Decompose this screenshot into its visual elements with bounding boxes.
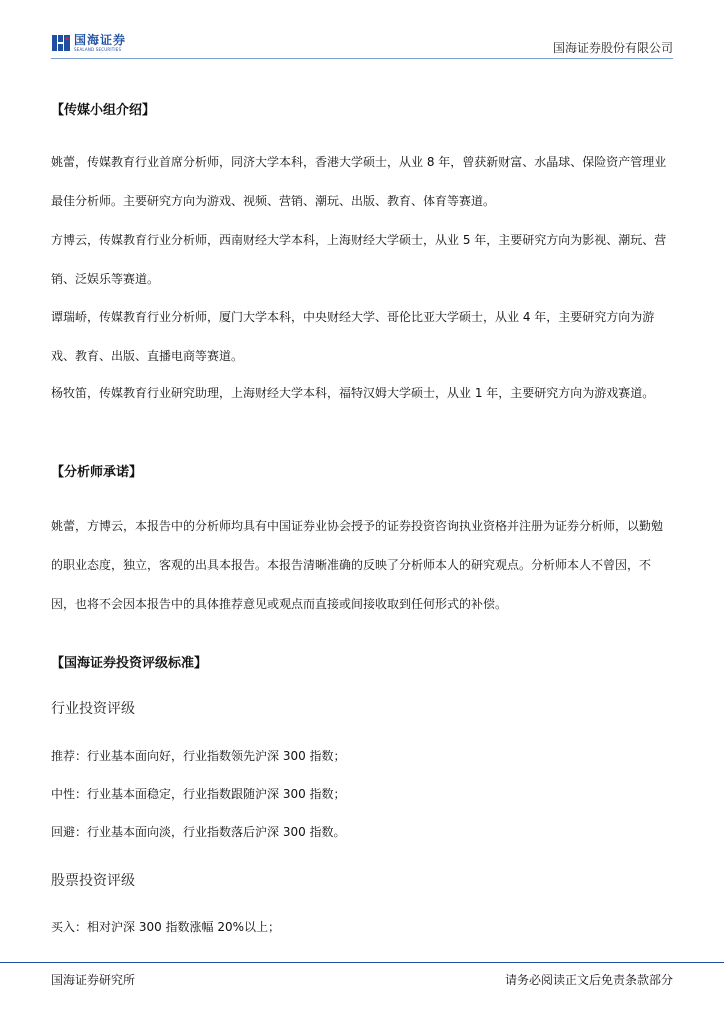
team-member-yang-mudi: 杨牧笛，传媒教育行业研究助理，上海财经大学本科，福特汉姆大学硕士，从业 1 年，主要研究方向为游戏赛道。 — [51, 386, 655, 400]
industry-rating-neutral: 中性：行业基本面稳定，行业指数跟随沪深 300 指数； — [51, 787, 346, 801]
stock-rating-buy: 买入：相对沪深 300 指数涨幅 20%以上； — [51, 920, 281, 934]
team-section-title: 【传媒小组介绍】 — [51, 103, 156, 118]
header-divider — [51, 58, 673, 59]
team-member-tan-ruiqiao: 谭瑞峤，传媒教育行业分析师，厦门大学本科，中央财经大学、哥伦比亚大学硕士，从业 4 年，主要研究方向为游戏、教育、出版、直播电商等赛道。 — [51, 310, 655, 363]
industry-rating-avoid: 回避：行业基本面向淡，行业指数落后沪深 300 指数。 — [51, 825, 346, 839]
company-name: 国海证券股份有限公司 — [552, 41, 673, 55]
commitment-text: 姚蕾，方博云，本报告中的分析师均具有中国证券业协会授予的证券投资咨询执业资格并注册为证券分析师，以勤勉的职业态度，独立，客观的出具本报告。本报告清晰准确的反映了分析师本人的研究观点。分析师本人不曾因，不因，也将不会因本报告中的具体推荐意见或观点而直接或间接收取到任何形式的补偿。 — [51, 519, 664, 611]
stock-rating-title: 股票投资评级 — [51, 873, 135, 889]
logo-wordmark — [74, 34, 126, 52]
industry-rating-recommend: 推荐：行业基本面向好，行业指数领先沪深 300 指数； — [51, 749, 346, 763]
commitment-section-title: 【分析师承诺】 — [51, 465, 143, 480]
sealand-logo-icon — [51, 33, 71, 53]
company-logo — [51, 32, 126, 54]
footer-institute: 国海证券研究所 — [51, 973, 136, 987]
team-member-yao-lei: 姚蕾，传媒教育行业首席分析师，同济大学本科，香港大学硕士，从业 8 年，曾获新财富、水晶球、保险资产管理业最佳分析师。主要研究方向为游戏、视频、营销、潮玩、出版、教育、体育等赛道。 — [51, 155, 667, 208]
industry-rating-title: 行业投资评级 — [51, 701, 135, 717]
logo-chinese-name: 国海证券 — [74, 33, 127, 47]
page-header — [51, 30, 673, 58]
footer-divider — [0, 962, 724, 963]
team-member-fang-boyun: 方博云，传媒教育行业分析师，西南财经大学本科，上海财经大学硕士，从业 5 年，主要研究方向为影视、潮玩、营销、泛娱乐等赛道。 — [51, 233, 667, 286]
rating-section-title: 【国海证券投资评级标准】 — [51, 656, 208, 671]
logo-english-name: SEALAND SECURITIES — [74, 47, 122, 52]
footer-disclaimer-note: 请务必阅读正文后免责条款部分 — [504, 973, 673, 987]
